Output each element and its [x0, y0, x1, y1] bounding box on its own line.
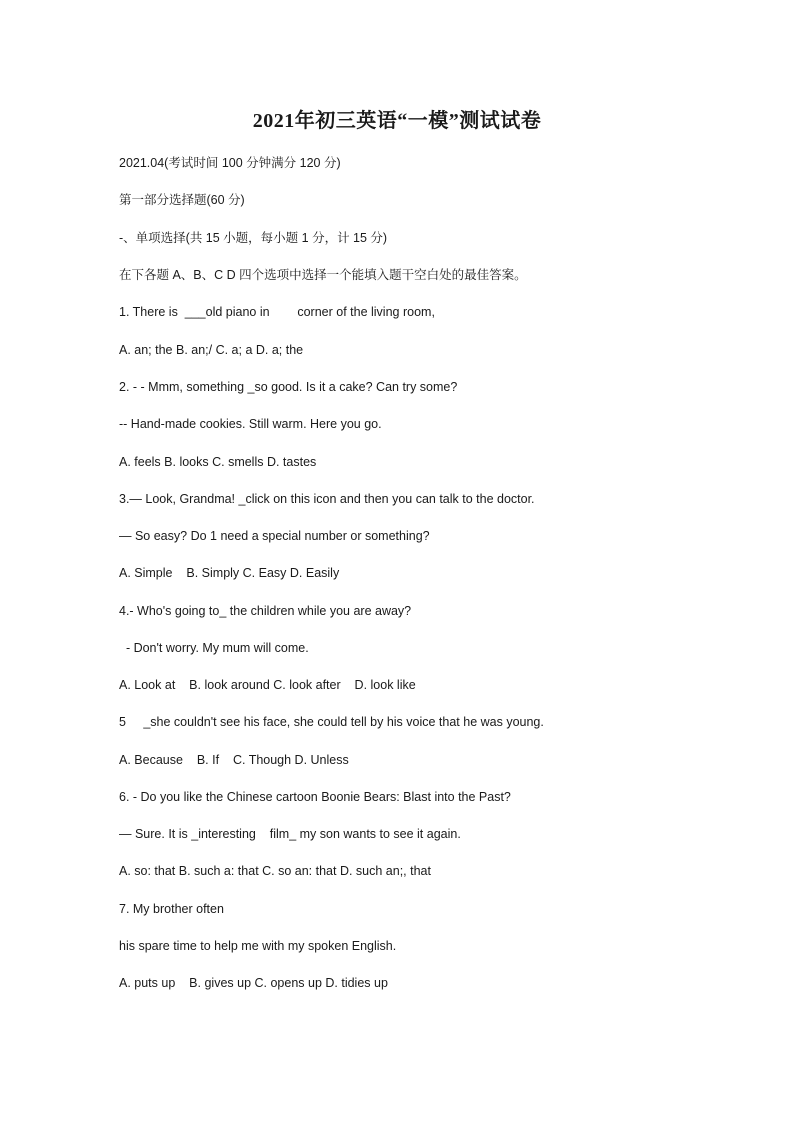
document-title: 2021年初三英语“一模”测试试卷 — [252, 110, 542, 132]
question-2: 2. - - Mmm, something _so good. Is it a cake? Can try some? — [119, 380, 458, 394]
question-3: 3.— Look, Grandma! _click on this icon and then you can talk to the doctor. — [119, 492, 535, 506]
exam-info-line: 2021.04(考试时间 100 分钟满分 120 分) — [119, 156, 341, 170]
part-heading: -、单项选择(共 15 小题，每小题 1 分，计 15 分) — [119, 231, 388, 245]
question-7: 7. My brother often — [119, 902, 224, 916]
question-2-options: A. feels B. looks C. smells D. tastes — [119, 455, 317, 469]
question-3-options: A. Simple B. Simply C. Easy D. Easily — [119, 566, 340, 580]
question-2-reply: -- Hand-made cookies. Still warm. Here you go. — [119, 417, 382, 431]
question-1-options: A. an; the B. an;/ C. a; a D. a; the — [119, 343, 304, 357]
question-7-continued: his spare time to help me with my spoken English. — [119, 939, 397, 953]
question-6: 6. - Do you like the Chinese cartoon Boonie Bears: Blast into the Past? — [119, 790, 511, 804]
question-1: 1. There is ___old piano in corner of the living room, — [119, 305, 435, 319]
question-7-options: A. puts up B. gives up C. opens up D. tidies up — [119, 976, 388, 990]
question-4: 4.- Who's going to_ the children while you are away? — [119, 604, 412, 618]
question-6-reply: — Sure. It is _interesting film_ my son wants to see it again. — [119, 827, 461, 841]
instructions-line: 在下各题 A、B、C D 四个选项中选择一个能填入题干空白处的最佳答案。 — [119, 268, 527, 282]
question-3-reply: — So easy? Do 1 need a special number or something? — [119, 529, 430, 543]
question-5: 5 _she couldn't see his face, she could tell by his voice that he was young. — [119, 715, 544, 729]
question-6-options: A. so: that B. such a: that C. so an: that D. such an;, that — [119, 864, 431, 878]
question-4-options: A. Look at B. look around C. look after D. look like — [119, 678, 416, 692]
section-heading: 第一部分选择题(60 分) — [119, 193, 245, 207]
question-4-reply: - Don't worry. My mum will come. — [119, 641, 309, 655]
question-5-options: A. Because B. If C. Though D. Unless — [119, 753, 349, 767]
